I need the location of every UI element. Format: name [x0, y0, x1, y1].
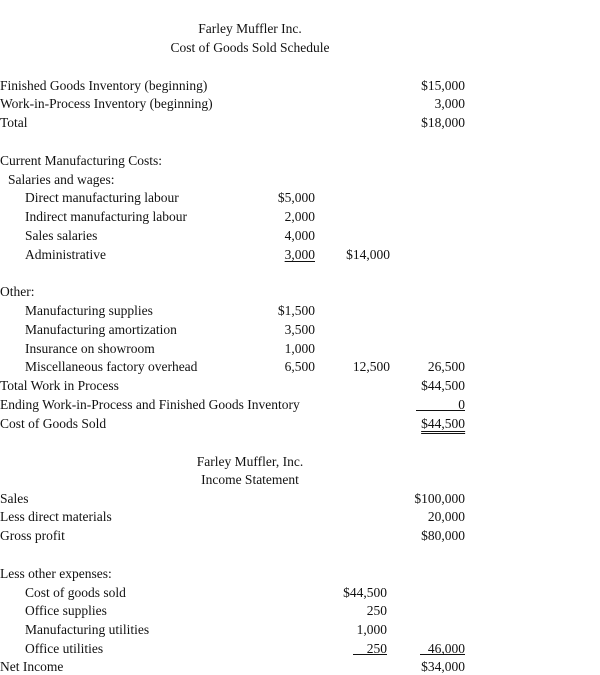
gross-profit-label: Gross profit [0, 528, 65, 543]
total-label: Total [0, 115, 28, 130]
salary-item-value: 4,000 [284, 228, 315, 243]
salary-item-value: $5,000 [277, 190, 315, 205]
expense-item-label: Cost of goods sold [25, 585, 126, 600]
other-item-value: $1,500 [277, 303, 315, 318]
income-title: Income Statement [201, 472, 299, 487]
salary-item-value: 3,000 [284, 247, 315, 262]
other-item-value: 6,500 [284, 359, 315, 374]
sales-value: $100,000 [414, 491, 465, 506]
salary-item-label: Sales salaries [25, 228, 98, 243]
net-income-value: $34,000 [421, 659, 465, 674]
expenses-total: 46,000 [427, 641, 465, 656]
cogs-title: Cost of Goods Sold Schedule [170, 40, 330, 55]
total-wip-label: Total Work in Process [0, 378, 119, 393]
other-item-label: Manufacturing amortization [25, 322, 177, 337]
finished-goods-value: $15,000 [421, 78, 465, 93]
expense-item-value: 250 [366, 641, 387, 656]
cogs-company-name: Farley Muffler Inc. [198, 21, 302, 36]
current-costs-label: Current Manufacturing Costs: [0, 153, 162, 168]
expense-item-label: Office utilities [25, 641, 104, 656]
salaries-subtotal: $14,000 [346, 247, 390, 262]
expense-item-value: 250 [366, 603, 387, 618]
income-company-name: Farley Muffler, Inc. [196, 454, 304, 469]
expense-item-value: 1,000 [356, 622, 387, 637]
other-label: Other: [0, 284, 35, 299]
total-value: $18,000 [421, 115, 465, 130]
other-item-label: Manufacturing supplies [25, 303, 153, 318]
salary-item-label: Indirect manufacturing labour [25, 209, 187, 224]
cogs-label: Cost of Goods Sold [0, 416, 107, 431]
less-other-expenses-label: Less other expenses: [0, 566, 112, 581]
expense-item-label: Manufacturing utilities [25, 622, 150, 637]
finished-goods-label: Finished Goods Inventory (beginning) [0, 78, 208, 93]
less-direct-materials-value: 20,000 [427, 509, 465, 524]
gross-profit-value: $80,000 [421, 528, 465, 543]
other-item-value: 1,000 [284, 341, 315, 356]
other-subtotal: 12,500 [352, 359, 390, 374]
total-wip-value: $44,500 [421, 378, 465, 393]
ending-inventory-label: Ending Work-in-Process and Finished Goods Inventory [0, 397, 300, 412]
expense-item-label: Office supplies [25, 603, 107, 618]
less-direct-materials-label: Less direct materials [0, 509, 112, 524]
expense-item-value: $44,500 [343, 585, 387, 600]
cogs-value: $44,500 [421, 417, 465, 434]
net-income-label: Net Income [0, 659, 64, 674]
other-item-label: Insurance on showroom [25, 341, 155, 356]
other-item-label: Miscellaneous factory overhead [25, 359, 198, 374]
current-costs-total: 26,500 [427, 359, 465, 374]
sales-label: Sales [0, 491, 29, 506]
wip-value: 3,000 [434, 96, 465, 111]
ending-inventory-value: 0 [458, 397, 465, 412]
salary-item-label: Direct manufacturing labour [25, 190, 179, 205]
salaries-label: Salaries and wages: [8, 172, 115, 187]
salary-item-label: Administrative [25, 247, 106, 262]
salary-item-value: 2,000 [284, 209, 315, 224]
other-item-value: 3,500 [284, 322, 315, 337]
wip-label: Work-in-Process Inventory (beginning) [0, 96, 213, 111]
